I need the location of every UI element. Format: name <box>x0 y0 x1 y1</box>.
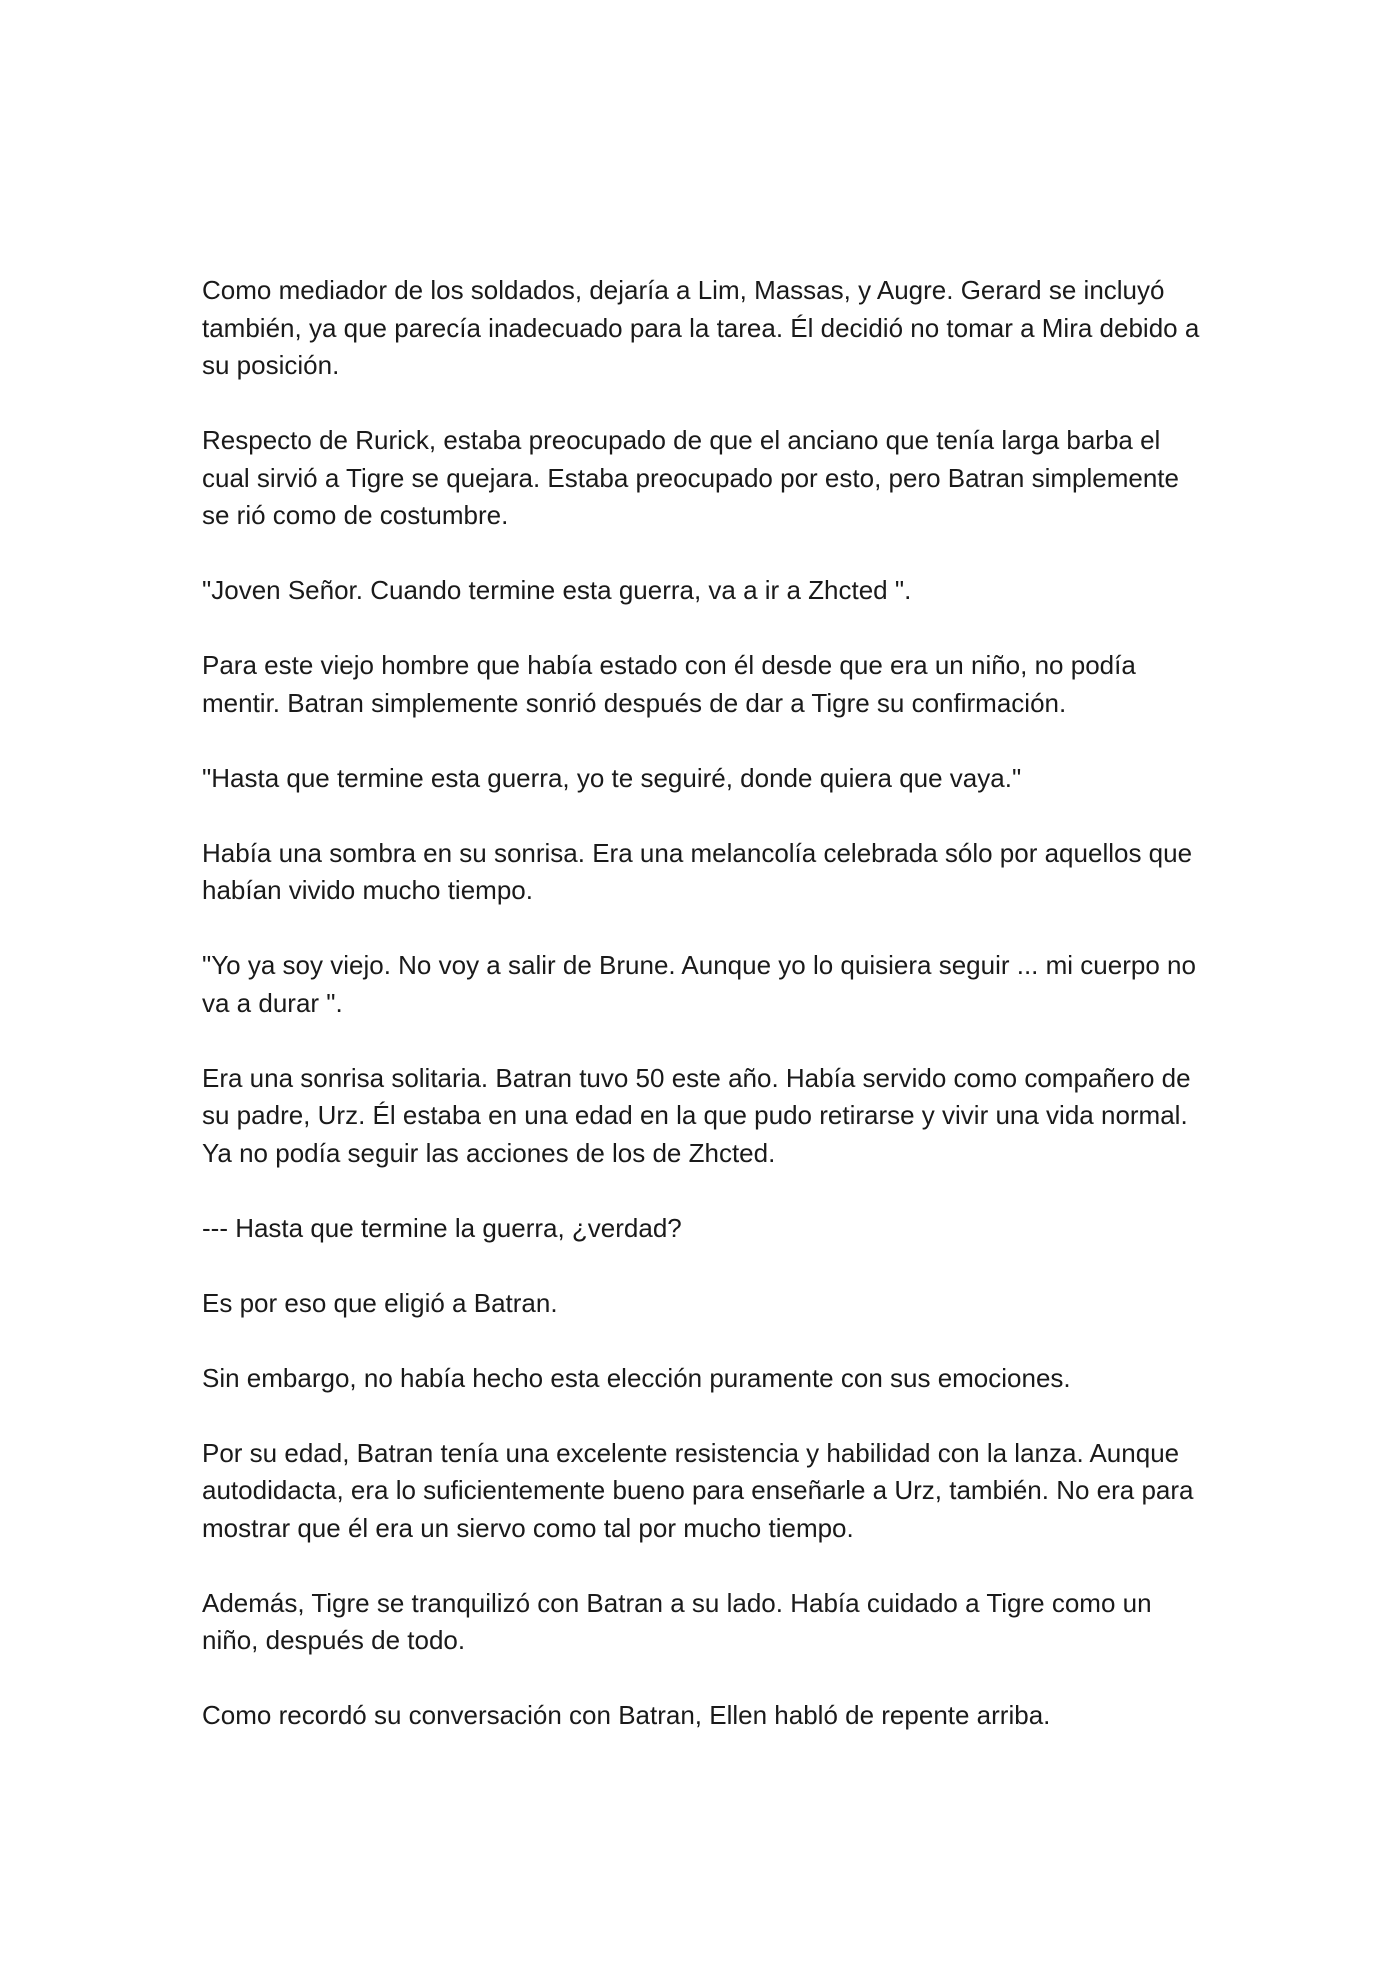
paragraph-11: Sin embargo, no había hecho esta elección puramente con sus emociones. <box>202 1362 1071 1393</box>
paragraph-2: Respecto de Rurick, estaba preocupado de que el anciano que tenía larga barba el cual sirvió a Tigre se quejara. Estaba preocupado por esto, pero Batran simplemente se rió como de costumbre. <box>202 425 1179 530</box>
paragraph-12: Por su edad, Batran tenía una excelente resistencia y habilidad con la lanza. Aunque autodidacta, era lo suficientemente bueno para enseñarle a Urz, también. No era para mostrar que él era un siervo como tal por mucho tiempo. <box>202 1437 1194 1543</box>
paragraph-9: --- Hasta que termine la guerra, ¿verdad? <box>202 1212 682 1243</box>
paragraph-14: Como recordó su conversación con Batran, Ellen habló de repente arriba. <box>202 1700 1051 1730</box>
paragraph-6: Había una sombra en su sonrisa. Era una melancolía celebrada sólo por aquellos que habían vivido mucho tiempo. <box>202 837 1193 905</box>
paragraph-4: Para este viejo hombre que había estado con él desde que era un niño, no podía mentir. Batran simplemente sonrió después de dar a Tigre su confirmación. <box>202 650 1136 718</box>
paragraph-10: Es por eso que eligió a Batran. <box>202 1287 558 1318</box>
paragraph-7: "Yo ya soy viejo. No voy a salir de Brune. Aunque yo lo quisiera seguir ... mi cuerpo no va a durar ". <box>202 950 1196 1018</box>
paragraph-8: Era una sonrisa solitaria. Batran tuvo 50 este año. Había servido como compañero de su padre, Urz. Él estaba en una edad en la que pudo retirarse y vivir una vida normal. Ya no podía seguir las acciones de los de Zhcted. <box>202 1062 1191 1168</box>
paragraph-13: Además, Tigre se tranquilizó con Batran a su lado. Había cuidado a Tigre como un niño, después de todo. <box>202 1587 1152 1655</box>
paragraph-5: "Hasta que termine esta guerra, yo te seguiré, donde quiera que vaya." <box>202 762 1022 793</box>
document-body <box>202 272 1212 1735</box>
paragraph-3: "Joven Señor. Cuando termine esta guerra, va a ir a Zhcted ". <box>202 575 912 605</box>
paragraph-1: Como mediador de los soldados, dejaría a Lim, Massas, y Augre. Gerard se incluyó también, ya que parecía inadecuado para la tarea. Él decidió no tomar a Mira debido a su posición. <box>202 275 1200 380</box>
